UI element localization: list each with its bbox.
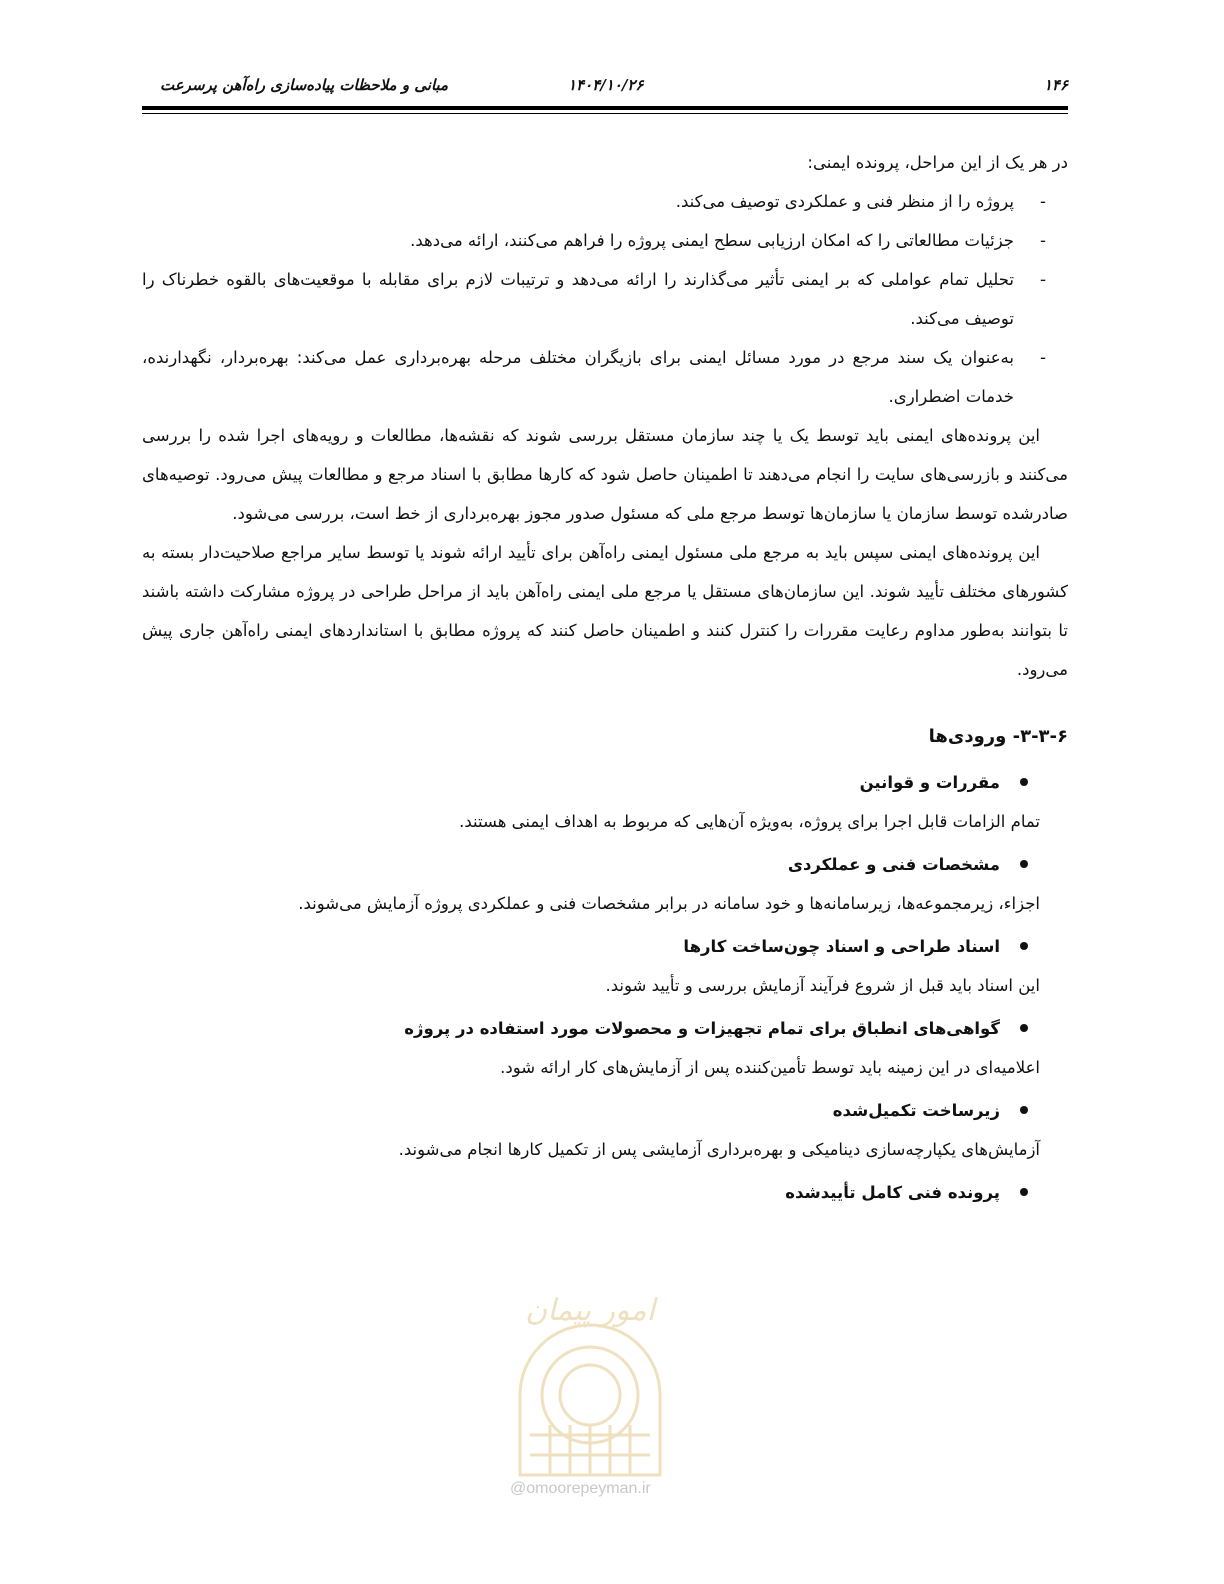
bullet-dot-icon: [1020, 1106, 1028, 1114]
watermark-site: @omoorepeyman.ir: [510, 1480, 651, 1497]
dash-list: [142, 182, 1068, 416]
dash-item: - به‌عنوان یک سند مرجع در مورد مسائل ایمنی برای بازیگران مختلف مرحله بهره‌برداری عمل می‌کند: بهره‌بردار، نگهدارنده، خدمات اضطراری.: [142, 338, 1014, 416]
bullet-dot-icon: [1020, 1024, 1028, 1032]
bullet-dot-icon: [1020, 860, 1028, 868]
bullet-text: آزمایش‌های یکپارچه‌سازی دینامیکی و بهره‌برداری آزمایشی پس از تکمیل کارها انجام می‌شوند.: [398, 1140, 1040, 1159]
bullet-dot-icon: [1020, 942, 1028, 950]
bullet-text: اعلامیه‌ای در این زمینه باید توسط تأمین‌کننده پس از آزمایش‌های کار ارائه شود.: [500, 1058, 1040, 1077]
watermark-logo-text: امور پیمان: [525, 1293, 655, 1328]
header-rule-thin: [142, 113, 1068, 114]
page-header: [142, 76, 1068, 100]
bullet-text: تمام الزامات قابل اجرا برای پروژه، به‌ویژه آن‌هایی که مربوط به اهداف ایمنی هستند.: [459, 812, 1040, 831]
bullet-heading: مقررات و قوانین: [142, 763, 1068, 802]
bullet-heading: پرونده فنی کامل تأییدشده: [142, 1173, 1068, 1212]
header-rule-thick: [142, 106, 1068, 110]
paragraph: این پرونده‌های ایمنی باید توسط یک یا چند سازمان مستقل بررسی شوند که نقشه‌ها، مطالعات و رویه‌های اجرا شده را بررسی می‌کنند و بازرسی‌های سایت را انجام می‌دهند تا اطمینان حاصل شود که کارها مطابق با اسناد مرجع و مطالعات پیش می‌رود. توصیه‌های صادرشده توسط سازمان یا سازمان‌ها توسط مرجع ملی که مسئول صدور مجوز بهره‌برداری از خط است، بررسی می‌شود.: [142, 426, 1068, 523]
dash-item: - تحلیل تمام عواملی که بر ایمنی تأثیر می‌گذارند را ارائه می‌دهد و ترتیبات لازم برای مقابله با موقعیت‌های بالقوه خطرناک را توصیف می‌کند.: [142, 260, 1014, 338]
bullet-text: این اسناد باید قبل از شروع فرآیند آزمایش بررسی و تأیید شوند.: [605, 976, 1040, 995]
bullet-heading: گواهی‌های انطباق برای تمام تجهیزات و محصولات مورد استفاده در پروژه: [142, 1009, 1068, 1048]
bullet-heading: اسناد طراحی و اسناد چون‌ساخت کارها: [142, 927, 1068, 966]
section-heading: [142, 717, 1068, 757]
bullet-heading: مشخصات فنی و عملکردی: [142, 845, 1068, 884]
bullet-text: اجزاء، زیرمجموعه‌ها، زیرسامانه‌ها و خود سامانه در برابر مشخصات فنی و عملکردی پروژه آزمایش می‌شوند.: [298, 894, 1040, 913]
section-number: ۳-۳-۶-: [1012, 726, 1068, 747]
bullet-heading: زیرساخت تکمیل‌شده: [142, 1091, 1068, 1130]
page-number: ۱۴۶: [1043, 76, 1068, 94]
dash-item: - جزئیات مطالعاتی را که امکان ارزیابی سطح ایمنی پروژه را فراهم می‌کنند، ارائه می‌دهد.: [142, 221, 1014, 260]
dash-item: - پروژه را از منظر فنی و عملکردی توصیف می‌کند.: [142, 182, 1014, 221]
page-body: [142, 143, 1068, 1212]
bullet-dot-icon: [1020, 1188, 1028, 1196]
header-date: ۱۴۰۴/۱۰/۲۶: [568, 76, 644, 94]
paragraph: این پرونده‌های ایمنی سپس باید به مرجع ملی مسئول ایمنی راه‌آهن برای تأیید ارائه شوند یا توسط سایر مراجع صلاحیت‌دار بسته به کشورهای مختلف تأیید شوند. این سازمان‌های مستقل یا مرجع ملی ایمنی راه‌آهن باید از مراحل طراحی در پروژه مشارکت داشته باشند تا بتوانند به‌طور مداوم رعایت مقررات را کنترل کنند و اطمینان حاصل کنند که پروژه مطابق با استانداردهای ایمنی راه‌آهن جاری پیش می‌رود.: [142, 543, 1068, 679]
bullet-dot-icon: [1020, 778, 1028, 786]
section-title: ورودی‌ها: [928, 726, 1007, 747]
intro-line: در هر یک از این مراحل، پرونده ایمنی:: [807, 153, 1068, 172]
running-title: مبانی و ملاحظات پیاده‌سازی راه‌آهن پرسرعت: [160, 76, 449, 94]
